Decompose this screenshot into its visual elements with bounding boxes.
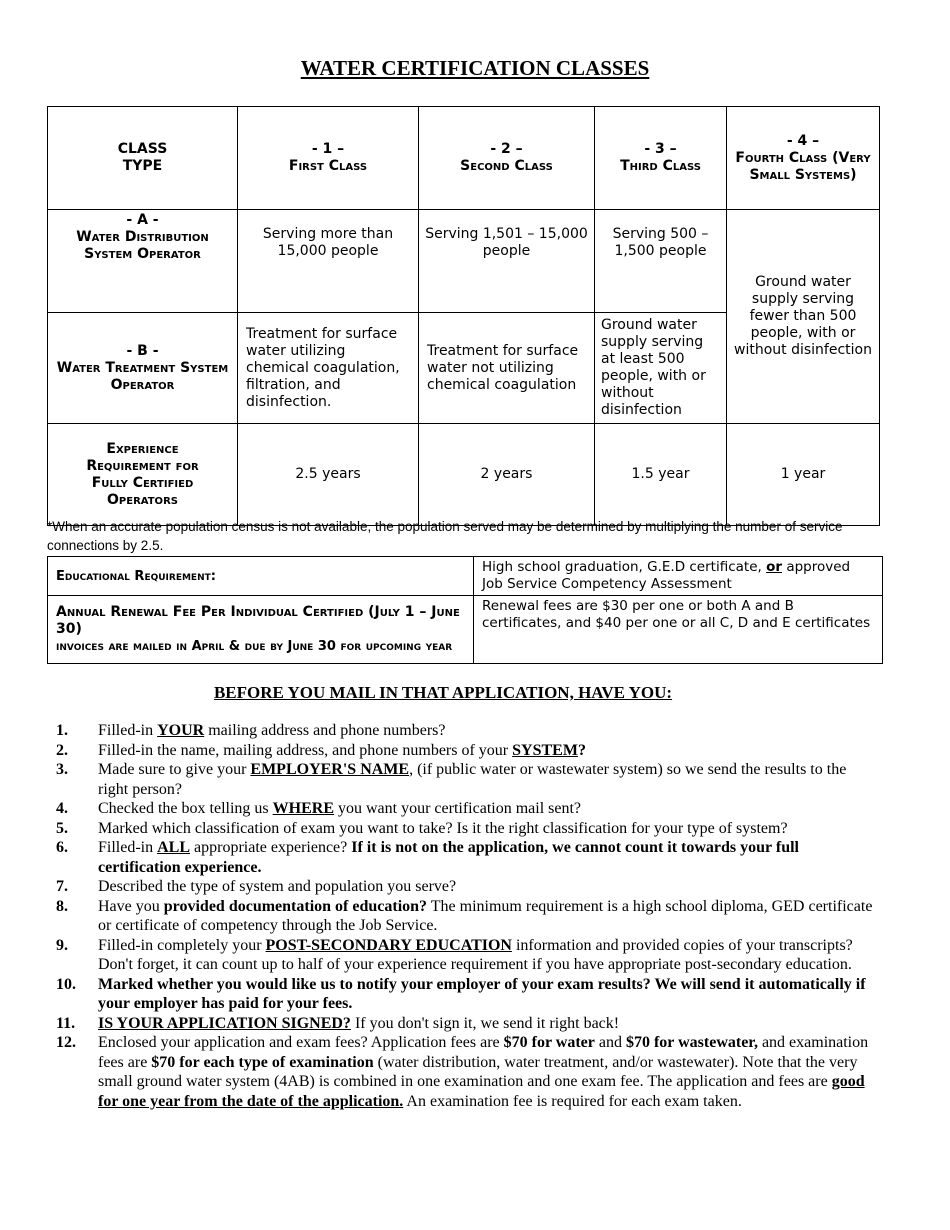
fourth-class-header: - 4 – Fourth Class (Very Small Systems) <box>727 107 880 210</box>
row-b-second-class: Treatment for surface water not utilizing chemical coagulation <box>419 313 595 424</box>
list-item: 2. Filled-in the name, mailing address, and phone numbers of your SYSTEM? <box>56 741 586 759</box>
experience-third-class: 1.5 year <box>595 424 727 526</box>
third-class-header: - 3 – Third Class <box>595 107 727 210</box>
table-row <box>48 596 883 664</box>
experience-fourth-class: 1 year <box>727 424 880 526</box>
list-item: 3. Made sure to give your EMPLOYER'S NAME, (if public water or wastewater system) so we send the results to the right person? <box>56 761 847 798</box>
table-row <box>48 557 883 596</box>
row-b-third-class: Ground water supply serving at least 500 people, with or without disinfection <box>595 313 727 424</box>
list-item: 7. Described the type of system and population you serve? <box>56 878 457 895</box>
renewal-fee-label: Annual Renewal Fee Per Individual Certified (July 1 – June 30) invoices are mailed in April & due by June 30 for upcoming year <box>48 596 474 664</box>
education-requirement-label: Educational Requirement: <box>48 557 474 596</box>
row-a-third-class: Serving 500 – 1,500 people <box>595 210 727 313</box>
list-item: 9. Filled-in completely your POST-SECONDARY EDUCATION information and provided copies of your transcripts? Don't forget, it can count up to half of your experience requirement if you have appropriate post-secondary education. <box>56 936 853 973</box>
row-b-label: - B - Water Treatment System Operator <box>48 313 238 424</box>
list-item: 12. Enclosed your application and exam fees? Application fees are $70 for water and $70 for wastewater, and examination fees are $70 for each type of examination (water distribution, water treatment, and/or wastewater). Note that the very small ground water system (4AB) is combined in one examination and one exam fee. The application and fees are good for one year from the date of the application. An examination fee is required for each exam taken. <box>56 1034 869 1110</box>
list-item: 10. Marked whether you would like us to notify your employer of your exam results? We will send it automatically if your employer has paid for your fees. <box>56 975 866 1012</box>
application-checklist <box>56 721 876 1111</box>
experience-first-class: 2.5 years <box>238 424 419 526</box>
list-item: 4. Checked the box telling us WHERE you want your certification mail sent? <box>56 800 582 817</box>
document-title: WATER CERTIFICATION CLASSES <box>300 56 650 80</box>
renewal-fee-value: Renewal fees are $30 per one or both A and B certificates, and $40 per one or all C, D and E certificates <box>474 596 883 664</box>
row-a-second-class: Serving 1,501 – 15,000 people <box>419 210 595 313</box>
table-row <box>48 424 880 526</box>
list-item: 1. Filled-in YOUR mailing address and phone numbers? <box>56 722 446 739</box>
experience-label: Experience Requirement for Fully Certified Operators <box>48 424 238 526</box>
first-class-header: - 1 – First Class <box>238 107 419 210</box>
education-fee-table <box>47 556 883 664</box>
population-footnote: *When an accurate population census is not available, the population served may be determined by multiplying the number of service connections by 2.5. <box>47 519 843 553</box>
row-b-first-class: Treatment for surface water utilizing chemical coagulation, filtration, and disinfection. <box>238 313 419 424</box>
class-type-header: CLASS TYPE <box>48 107 238 210</box>
list-item: 5. Marked which classification of exam you want to take? Is it the right classification for your type of system? <box>56 819 788 837</box>
table-header-row <box>48 107 880 210</box>
table-row <box>48 210 880 313</box>
fourth-class-ab-cell: Ground water supply serving fewer than 500 people, with or without disinfection <box>727 210 880 424</box>
education-requirement-value: High school graduation, G.E.D certificate, or approved Job Service Competency Assessment <box>474 557 883 596</box>
list-item: 8. Have you provided documentation of education? The minimum requirement is a high school diploma, GED certificate or certificate of competency through the Job Service. <box>56 897 873 934</box>
list-item: 11. IS YOUR APPLICATION SIGNED? If you don't sign it, we send it right back! <box>56 1014 620 1032</box>
certification-class-table <box>47 106 880 526</box>
second-class-header: - 2 – Second Class <box>419 107 595 210</box>
experience-second-class: 2 years <box>419 424 595 526</box>
list-item: 6. Filled-in ALL appropriate experience? If it is not on the application, we cannot count it towards your full certification experience. <box>56 839 799 876</box>
checklist-heading: BEFORE YOU MAIL IN THAT APPLICATION, HAVE YOU: <box>213 683 673 702</box>
row-a-label: - A - Water Distribution System Operator <box>48 210 238 313</box>
row-a-first-class: Serving more than 15,000 people <box>238 210 419 313</box>
